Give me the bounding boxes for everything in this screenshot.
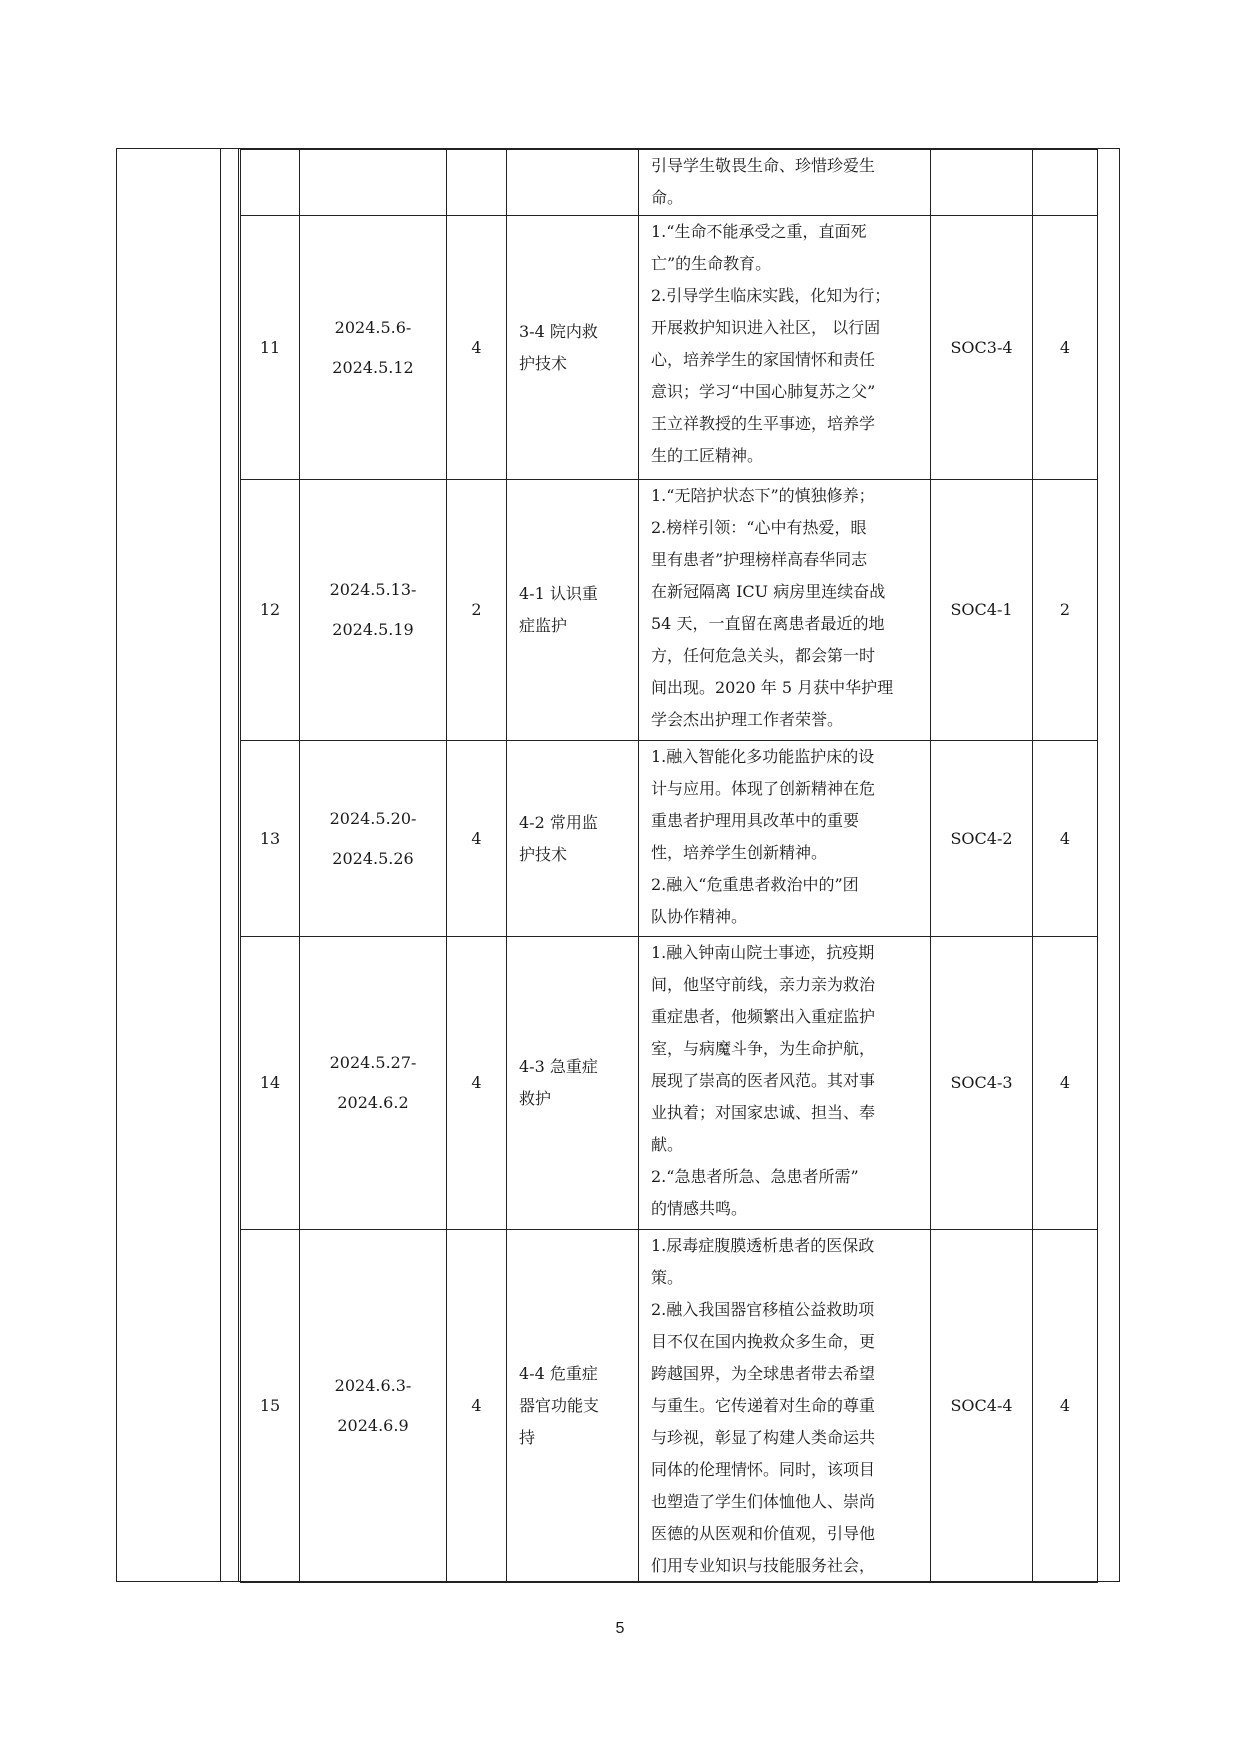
content-line: 里有患者”护理榜样高春华同志 <box>651 550 868 569</box>
content-line: 亡”的生命教育。 <box>651 254 772 273</box>
content-line: 2.引导学生临床实践，化知为行； <box>651 286 891 305</box>
topic-line: 救护 <box>519 1089 552 1108</box>
content-line: 间出现。2020 年 5 月获中华护理 <box>651 678 894 697</box>
week-number: 13 <box>241 741 300 937</box>
class-hours: 4 <box>447 1230 507 1583</box>
content-line: 2.融入我国器官移植公益救助项 <box>651 1300 875 1319</box>
hours-total: 2 <box>1033 480 1098 741</box>
hours-total: 4 <box>1033 937 1098 1230</box>
date-range <box>300 741 447 937</box>
content-line: 在新冠隔离 ICU 病房里连续奋战 <box>651 582 886 601</box>
date-start: 2024.5.6- <box>334 317 412 337</box>
date-range <box>300 937 447 1230</box>
topic-line: 持 <box>519 1428 536 1447</box>
content-line: 间，他坚守前线，亲力亲为救治 <box>651 975 876 994</box>
objective-code: SOC4-3 <box>931 937 1033 1230</box>
week-number: 15 <box>241 1230 300 1583</box>
week-number: 12 <box>241 480 300 741</box>
objective-code: SOC4-1 <box>931 480 1033 741</box>
week-number: 14 <box>241 937 300 1230</box>
content-line: 2.融入“危重患者救治中的”团 <box>651 875 859 894</box>
content-line: 目不仅在国内挽救众多生命，更 <box>651 1332 876 1351</box>
content-line: 也塑造了学生们体恤他人、崇尚 <box>651 1492 876 1511</box>
content-line: 的情感共鸣。 <box>651 1199 748 1218</box>
objective-code: SOC3-4 <box>931 216 1033 480</box>
date-end: 2024.6.2 <box>337 1093 409 1112</box>
hours-cell <box>447 150 507 216</box>
content-line: 计与应用。体现了创新精神在危 <box>651 779 876 798</box>
topic-line: 4-1 认识重 <box>519 584 598 603</box>
content-line: 队协作精神。 <box>651 907 748 926</box>
content-line: 意识；学习“中国心肺复苏之父” <box>651 382 876 401</box>
content-line: 学会杰出护理工作者荣誉。 <box>651 710 844 729</box>
content-line: 展现了崇高的医者风范。其对事 <box>651 1071 876 1090</box>
topic <box>507 480 639 741</box>
week-number: 11 <box>241 216 300 480</box>
content-cell <box>639 937 931 1230</box>
continuation-row <box>241 150 1098 216</box>
content-line: 54 天，一直留在离患者最近的地 <box>651 614 885 633</box>
topic-line: 4-3 急重症 <box>519 1057 598 1076</box>
objective-code: SOC4-4 <box>931 1230 1033 1583</box>
content-line: 策。 <box>651 1268 684 1287</box>
hours2-cell <box>1033 150 1098 216</box>
class-hours: 2 <box>447 480 507 741</box>
date-start: 2024.6.3- <box>334 1376 412 1395</box>
content-line: 重症患者，他频繁出入重症监护 <box>651 1007 876 1026</box>
frame-divider <box>220 149 221 1581</box>
week-cell <box>241 150 300 216</box>
content-cell <box>639 150 931 216</box>
content-line: 跨越国界，为全球患者带去希望 <box>651 1364 876 1383</box>
topic-line: 3-4 院内救 <box>519 321 598 341</box>
content-line: 与重生。它传递着对生命的尊重 <box>651 1396 876 1415</box>
content-line: 生的工匠精神。 <box>651 446 764 465</box>
date-end: 2024.5.12 <box>332 357 414 377</box>
content-line: 室，与病魔斗争，为生命护航， <box>651 1039 876 1058</box>
content-line: 1.“生命不能承受之重，直面死 <box>651 222 867 241</box>
content-cell <box>639 216 931 480</box>
topic-line: 器官功能支 <box>519 1396 600 1415</box>
topic <box>507 741 639 937</box>
topic <box>507 1230 639 1583</box>
table-row <box>241 741 1098 937</box>
class-hours: 4 <box>447 741 507 937</box>
date-cell <box>300 150 447 216</box>
table-row <box>241 216 1098 480</box>
content-line: 重患者护理用具改革中的重要 <box>651 811 860 830</box>
topic-line: 护技术 <box>519 844 568 864</box>
date-end: 2024.5.19 <box>332 620 414 639</box>
frame-divider <box>238 149 239 1581</box>
schedule-table <box>240 149 1098 1583</box>
content-line: 们用专业知识与技能服务社会， <box>651 1556 876 1575</box>
date-range <box>300 1230 447 1583</box>
topic <box>507 216 639 480</box>
hours-total: 4 <box>1033 741 1098 937</box>
content-line: 方，任何危急关头，都会第一时 <box>651 646 876 665</box>
content-line: 与珍视，彰显了构建人类命运共 <box>651 1428 876 1447</box>
date-end: 2024.6.9 <box>337 1416 409 1435</box>
topic-line: 症监护 <box>519 616 568 635</box>
content-line: 1.融入智能化多功能监护床的设 <box>651 747 875 766</box>
topic-cell <box>507 150 639 216</box>
content-line: 1.尿毒症腹膜透析患者的医保政 <box>651 1236 875 1255</box>
class-hours: 4 <box>447 216 507 480</box>
content-line: 开展救护知识进入社区， 以行固 <box>651 318 881 337</box>
date-start: 2024.5.13- <box>329 580 417 599</box>
table-row <box>241 1230 1098 1583</box>
content-line: 2.榜样引领：“心中有热爱，眼 <box>651 518 867 537</box>
hours-total: 4 <box>1033 216 1098 480</box>
topic-line: 4-4 危重症 <box>519 1364 598 1383</box>
content-cell <box>639 1230 931 1583</box>
page-number: 5 <box>615 1620 625 1637</box>
content-line: 王立祥教授的生平事迹，培养学 <box>651 414 876 433</box>
content-line: 医德的从医观和价值观，引导他 <box>651 1524 876 1543</box>
date-range <box>300 216 447 480</box>
content-line: 引导学生敬畏生命、珍惜珍爱生 <box>651 156 876 175</box>
table-row <box>241 937 1098 1230</box>
content-line: 1.“无陪护状态下”的慎独修养； <box>651 486 875 505</box>
topic <box>507 937 639 1230</box>
topic-line: 4-2 常用监 <box>519 812 598 832</box>
content-line: 同体的伦理情怀。同时，该项目 <box>651 1460 876 1479</box>
class-hours: 4 <box>447 937 507 1230</box>
content-line: 献。 <box>651 1135 684 1154</box>
content-cell <box>639 741 931 937</box>
topic-line: 护技术 <box>519 353 568 373</box>
hours-total: 4 <box>1033 1230 1098 1583</box>
content-line: 命。 <box>651 188 684 207</box>
date-start: 2024.5.20- <box>329 808 417 828</box>
date-end: 2024.5.26 <box>332 848 414 868</box>
content-line: 性，培养学生创新精神。 <box>651 843 828 862</box>
content-line: 心，培养学生的家国情怀和责任 <box>651 350 876 369</box>
table-row <box>241 480 1098 741</box>
content-cell <box>639 480 931 741</box>
objective-cell <box>931 150 1033 216</box>
date-range <box>300 480 447 741</box>
content-line: 业执着；对国家忠诚、担当、奉 <box>651 1103 876 1122</box>
content-line: 1.融入钟南山院士事迹，抗疫期 <box>651 943 875 962</box>
date-start: 2024.5.27- <box>329 1053 417 1072</box>
content-line: 2.“急患者所急、急患者所需” <box>651 1167 859 1186</box>
objective-code: SOC4-2 <box>931 741 1033 937</box>
